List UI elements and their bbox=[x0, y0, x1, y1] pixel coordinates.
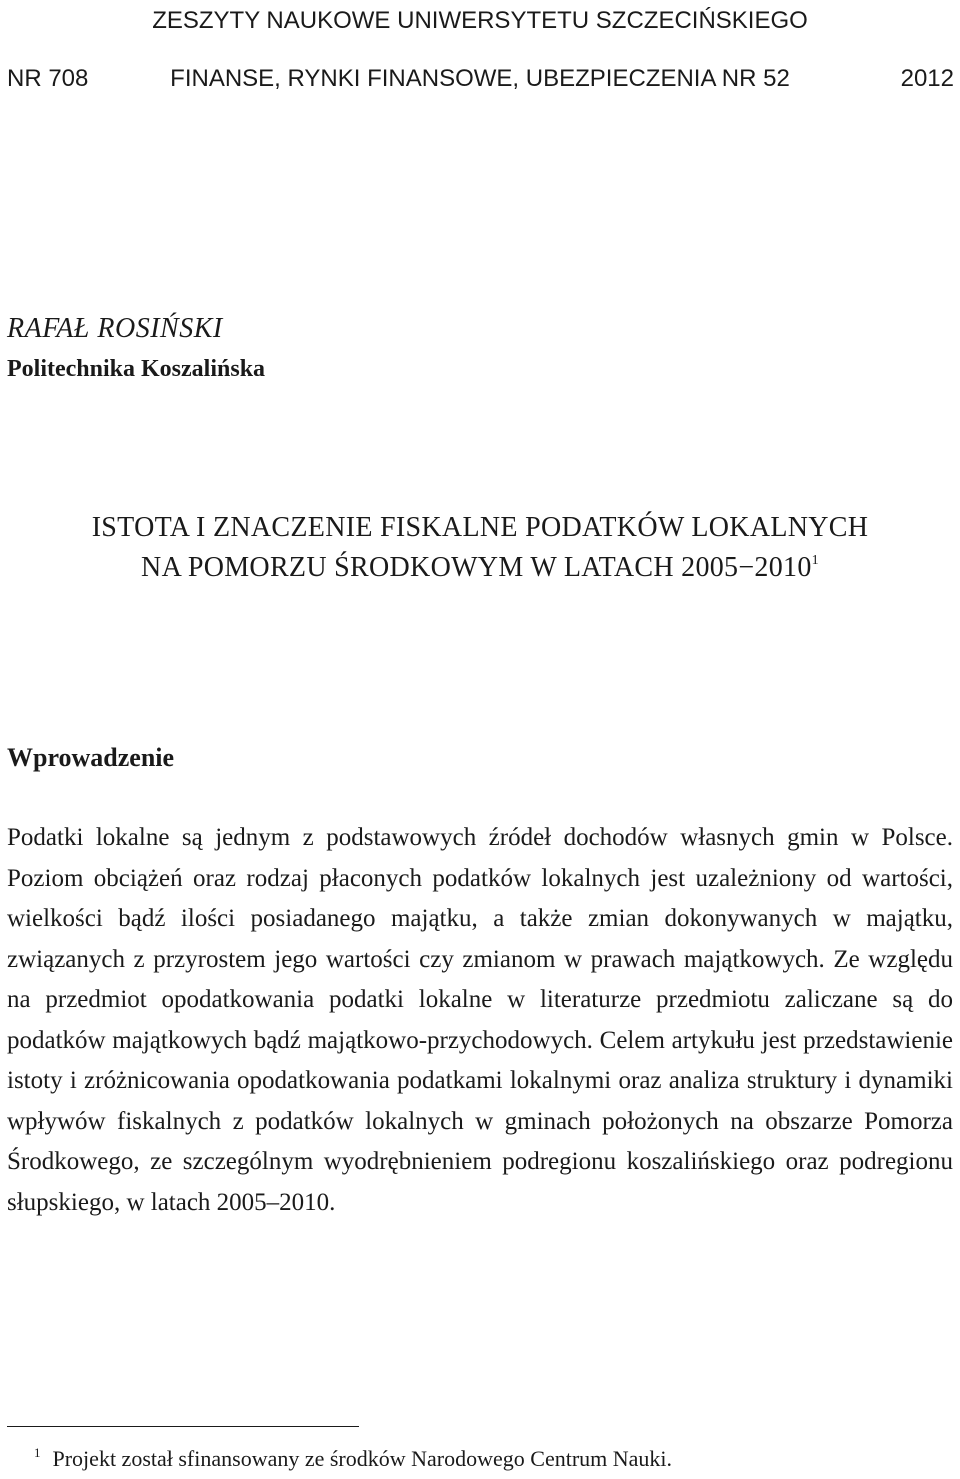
footnote-divider bbox=[7, 1426, 359, 1427]
title-footnote-marker: 1 bbox=[811, 553, 819, 568]
section-heading: Wprowadzenie bbox=[7, 743, 175, 772]
body-text bbox=[7, 818, 953, 1223]
article-title-line-2 bbox=[0, 548, 960, 588]
article-title-line-1: ISTOTA I ZNACZENIE FISKALNE PODATKÓW LOKALNYCH bbox=[91, 512, 869, 543]
article-title-line-2-text: NA POMORZU ŚRODKOWYM W LATACH 2005−2010 bbox=[141, 552, 812, 583]
footnote bbox=[34, 1445, 672, 1473]
article-title bbox=[0, 508, 960, 588]
author-name: RAFAŁ ROSIŃSKI bbox=[7, 313, 223, 344]
series-name: FINANSE, RYNKI FINANSOWE, UBEZPIECZENIA NR 52 bbox=[170, 65, 790, 92]
footnote-text: Projekt został sfinansowany ze środków Narodowego Centrum Nauki. bbox=[52, 1446, 673, 1471]
footnote-marker: 1 bbox=[34, 1445, 41, 1460]
journal-title: ZESZYTY NAUKOWE UNIWERSYTETU SZCZECIŃSKIEGO bbox=[152, 7, 808, 34]
author-affiliation: Politechnika Koszalińska bbox=[7, 356, 266, 382]
issue-number: NR 708 bbox=[7, 65, 89, 92]
intro-paragraph: Podatki lokalne są jednym z podstawowych źródeł dochodów własnych gmin w Polsce. Poziom obciążeń oraz rodzaj płaconych podatków lokalnych jest uzależniony od wartości, wielkości bądź ilości posiadanego majątku, a także zmian dokonywanych w majątku, związanych z przyrostem jego wartości czy zmianom w prawach majątkowych. Ze względu na przedmiot opodatkowania podatki lokalne w literaturze przedmiotu zaliczane są do podatków majątkowych bądź majątkowo-przychodowych. Celem artykułu jest przedstawienie istoty i zróżnicowania opodatkowania podatkami lokalnymi oraz analiza struktury i dynamiki wpływów fiskalnych z podatków lokalnych w gminach położonych na obszarze Pomorza Środkowego, ze szczególnym wyodrębnieniem podregionu koszalińskiego oraz podregionu słupskiego, w latach 2005–2010. bbox=[7, 824, 953, 1216]
issue-year: 2012 bbox=[900, 65, 954, 92]
